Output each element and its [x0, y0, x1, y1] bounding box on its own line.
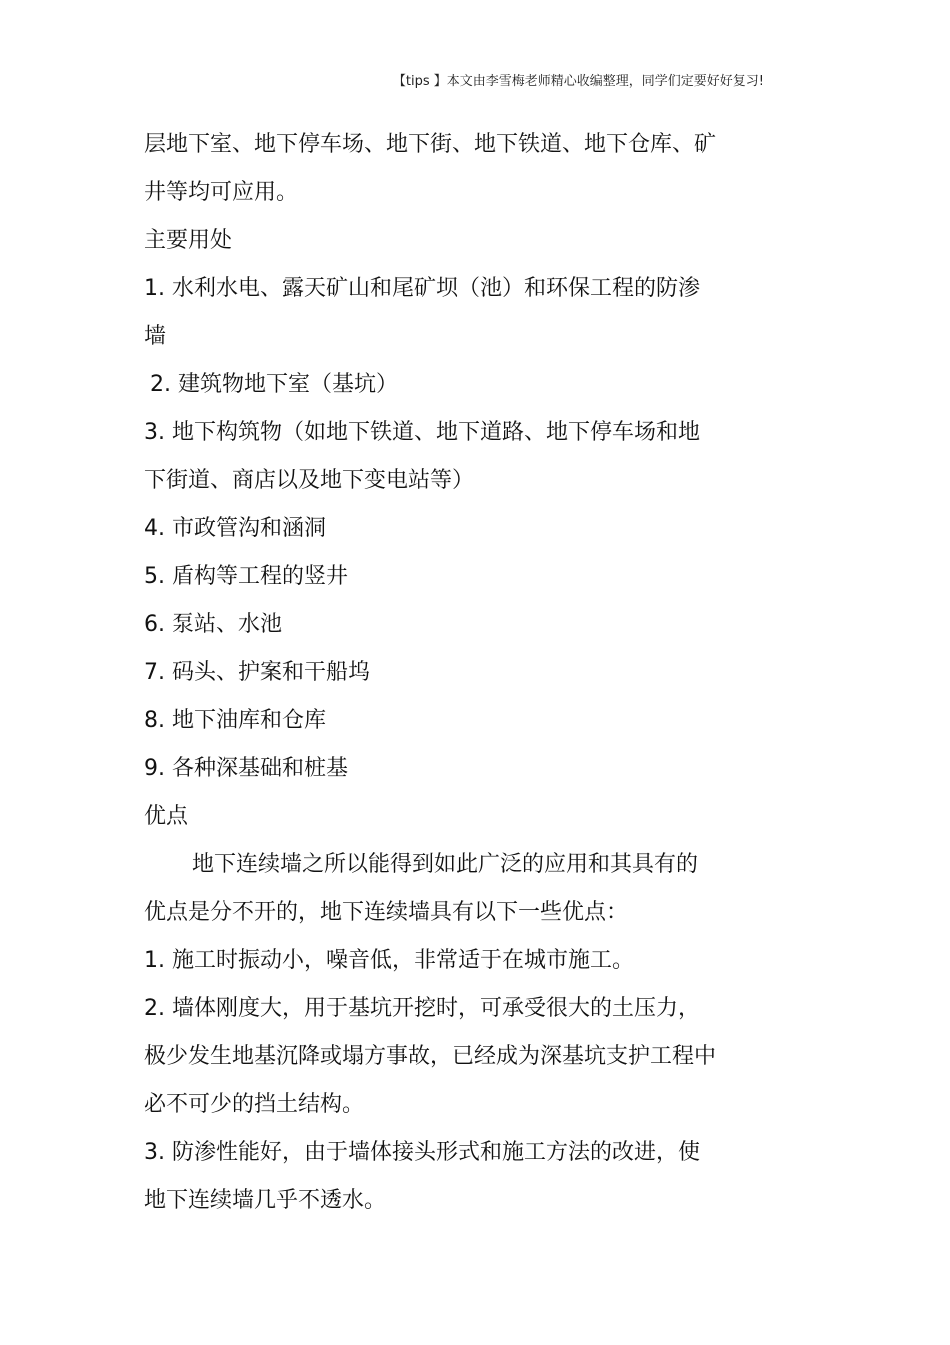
section-heading-advantages: 优点 [144, 804, 189, 829]
list-item: 7. 码头、护案和干船坞 [144, 660, 370, 685]
list-item-continuation: 下街道、商店以及地下变电站等） [144, 468, 475, 493]
text-line: 层地下室、地下停车场、地下街、地下铁道、地下仓库、矿 [144, 132, 717, 157]
list-item: 1. 施工时振动小，噪音低，非常适于在城市施工。 [144, 948, 634, 973]
list-item: 3. 防渗性能好，由于墙体接头形式和施工方法的改进，使 [144, 1140, 700, 1165]
paragraph-line: 优点是分不开的，地下连续墙具有以下一些优点： [144, 900, 629, 925]
document-body [144, 121, 754, 1225]
header-tip: 【tips 】本文由李雪梅老师精心收编整理，同学们定要好好复习! [392, 74, 764, 89]
list-item: 2. 建筑物地下室（基坑） [150, 372, 398, 397]
list-item: 2. 墙体刚度大，用于基坑开挖时，可承受很大的土压力， [144, 996, 700, 1021]
text-line: 井等均可应用。 [144, 180, 299, 205]
list-item: 5. 盾构等工程的竖井 [144, 564, 348, 589]
section-heading-uses: 主要用处 [144, 228, 233, 253]
list-item: 8. 地下油库和仓库 [144, 708, 326, 733]
list-item: 9. 各种深基础和桩基 [144, 756, 348, 781]
list-item-continuation: 墙 [144, 324, 167, 349]
list-item: 6. 泵站、水池 [144, 612, 282, 637]
list-item-continuation: 必不可少的挡土结构。 [144, 1092, 365, 1117]
list-item: 1. 水利水电、露天矿山和尾矿坝（池）和环保工程的防渗 [144, 276, 700, 301]
list-item-continuation: 地下连续墙几乎不透水。 [144, 1188, 387, 1213]
paragraph-line: 地下连续墙之所以能得到如此广泛的应用和其具有的 [192, 852, 699, 877]
list-item: 4. 市政管沟和涵洞 [144, 516, 326, 541]
list-item-continuation: 极少发生地基沉降或塌方事故，已经成为深基坑支护工程中 [144, 1044, 717, 1069]
list-item: 3. 地下构筑物（如地下铁道、地下道路、地下停车场和地 [144, 420, 700, 445]
